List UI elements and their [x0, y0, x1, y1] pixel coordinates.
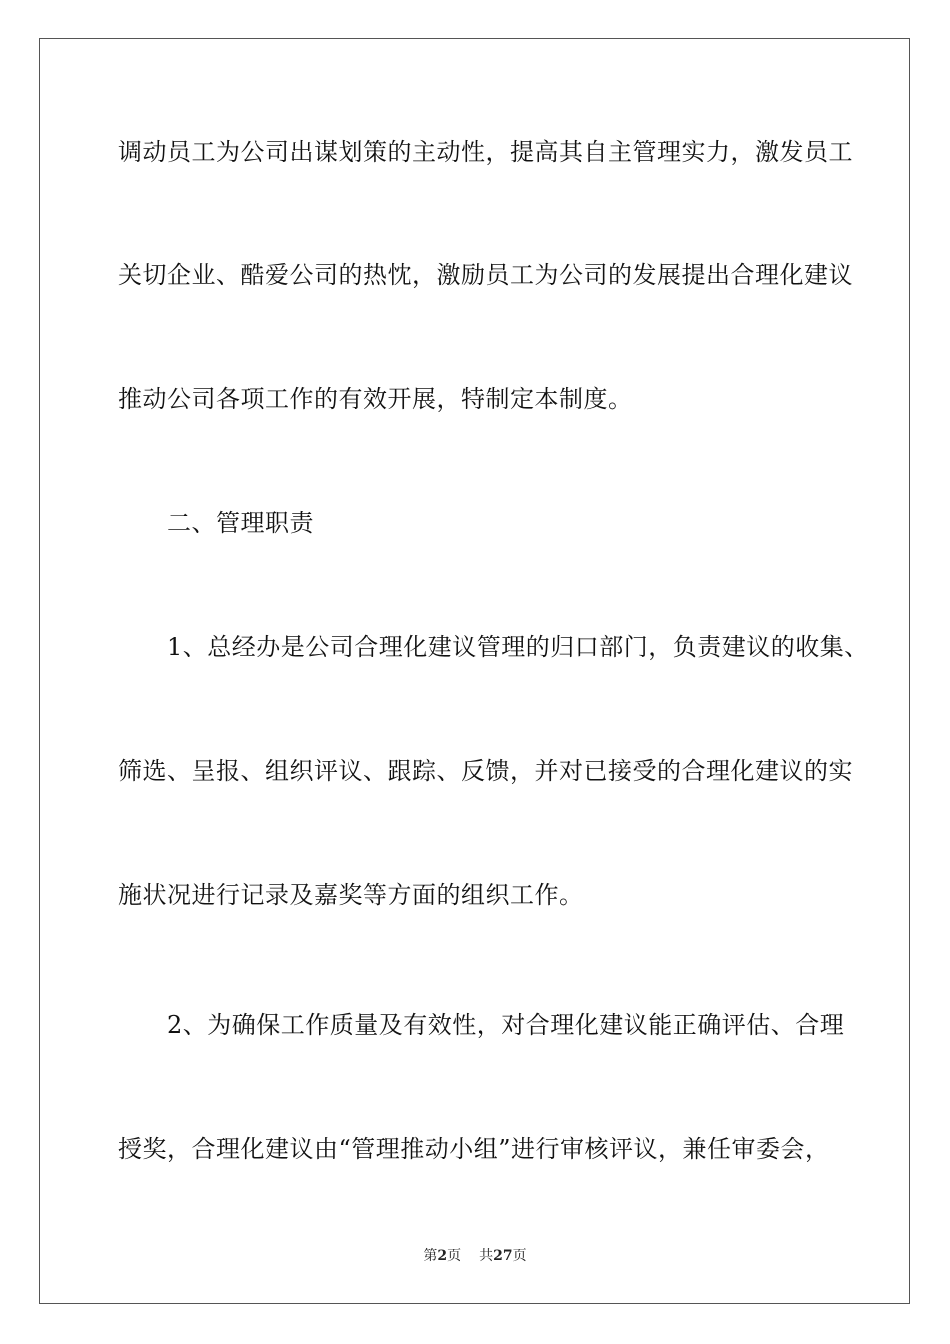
- paragraph-line: 授奖，合理化建议由“管理推动小组”进行审核评议，兼任审委会，: [118, 1135, 830, 1163]
- page-number: 2: [437, 1248, 448, 1264]
- paragraph-line: 施状况进行记录及嘉奖等方面的组织工作。: [118, 881, 584, 909]
- paragraph-line: 调动员工为公司出谋划策的主动性，提高其自主管理实力，激发员工: [118, 138, 853, 166]
- paragraph-line: 关切企业、酷爱公司的热忱，激励员工为公司的发展提出合理化建议: [118, 261, 853, 289]
- total-pages: 27: [493, 1248, 513, 1264]
- section-heading: 二、管理职责: [118, 509, 314, 537]
- paragraph-line: 2、为确保工作质量及有效性，对合理化建议能正确评估、合理: [118, 1011, 845, 1039]
- page-prefix: 第: [423, 1248, 438, 1264]
- total-suffix: 页: [512, 1248, 527, 1264]
- paragraph-line: 推动公司各项工作的有效开展，特制定本制度。: [118, 385, 633, 413]
- paragraph-line: 1、总经办是公司合理化建议管理的归口部门，负责建议的收集、: [118, 633, 869, 661]
- page-suffix: 页: [447, 1248, 462, 1264]
- page-footer: [0, 1247, 950, 1265]
- total-prefix: 共: [479, 1248, 494, 1264]
- page-border: [39, 38, 910, 1304]
- paragraph-line: 筛选、呈报、组织评议、跟踪、反馈，并对已接受的合理化建议的实: [118, 757, 853, 785]
